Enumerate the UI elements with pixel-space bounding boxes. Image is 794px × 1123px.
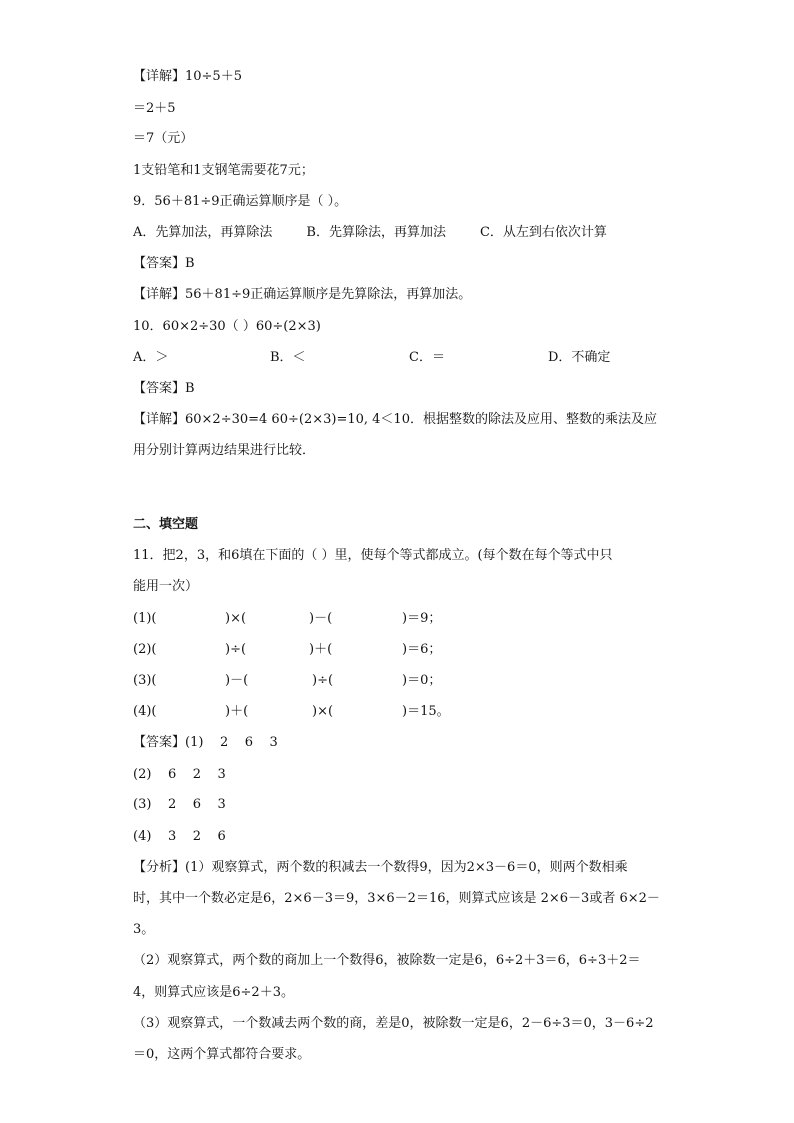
option-b: B．＜ <box>270 350 306 365</box>
analysis-line: 3。 <box>133 922 155 937</box>
explanation-line: 【详解】60×2÷30=4 60÷(2×3)=10, 4＜10．根据整数的除法及应用、整数的乘法及应 <box>133 412 657 427</box>
analysis-line: （3）观察算式，一个数减去两个数的商，差是0，被除数一定是6，2－6÷3＝0，3－6÷2 <box>133 1016 654 1031</box>
explanation-line: ＝7（元） <box>133 131 194 146</box>
explanation-line: 【详解】10÷5＋5 <box>133 69 242 84</box>
question-11: 11．把2，3，和6填在下面的（ ）里，使每个等式都成立。(每个数在每个等式中只 <box>133 548 613 563</box>
question-9: 9．56＋81÷9正确运算顺序是（ ）。 <box>133 194 348 209</box>
question-9-options <box>133 224 607 242</box>
answer-line: 【答案】(1) 2 6 3 <box>133 735 278 750</box>
explanation-line: ＝2＋5 <box>133 101 176 116</box>
question-10: 10．60×2÷30（ ）60÷(2×3) <box>133 319 321 334</box>
answer-line: (2) 6 2 3 <box>133 767 226 782</box>
analysis-line: （2）观察算式，两个数的商加上一个数得6，被除数一定是6，6÷2＋3＝6，6÷3＋2＝ <box>133 953 641 968</box>
conclusion-line: 1支铅笔和1支钢笔需要花7元； <box>133 163 314 178</box>
answer-line: 【答案】B <box>133 256 195 271</box>
analysis-line: 【分析】(1）观察算式，两个数的积减去一个数得9，因为2×3－6＝0，则两个数相乘 <box>133 860 628 875</box>
answer-line: (4) 3 2 6 <box>133 829 226 844</box>
answer-line: 【答案】B <box>133 381 195 396</box>
option-b: B．先算除法，再算加法 <box>306 225 446 240</box>
option-c: C．＝ <box>409 350 445 365</box>
explanation-line: 【详解】56＋81÷9正确运算顺序是先算除法，再算加法。 <box>133 287 472 302</box>
answer-line: (3) 2 6 3 <box>133 797 226 812</box>
analysis-line: ＝0，这两个算式都符合要求。 <box>133 1047 311 1062</box>
analysis-line: 4，则算式应该是6÷2＋3。 <box>133 985 294 1000</box>
question-11: 能用一次） <box>133 579 199 594</box>
option-d: D．不确定 <box>548 350 611 365</box>
explanation-line: 用分别计算两边结果进行比较． <box>133 443 316 458</box>
section-heading: 二、填空题 <box>133 517 199 532</box>
analysis-line: 时，其中一个数必定是6，2×6－3＝9，3×6－2＝16，则算式应该是 2×6－3或者 6×2－ <box>133 891 660 906</box>
option-a: A．先算加法，再算除法 <box>133 225 273 240</box>
option-a: A．＞ <box>133 350 169 365</box>
option-c: C．从左到右依次计算 <box>479 225 607 240</box>
